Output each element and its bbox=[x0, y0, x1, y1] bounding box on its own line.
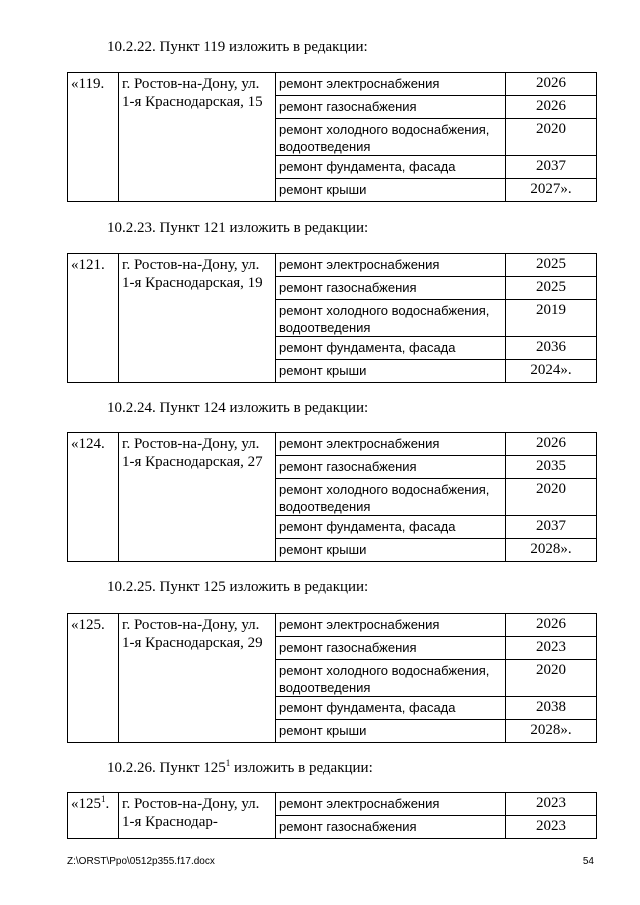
superscript: 1 bbox=[101, 794, 106, 804]
work-name: ремонт холодного водоснабжения, водоотведения bbox=[276, 300, 506, 337]
item-address: г. Ростов-на-Дону, ул. 1-я Краснодарская, 15 bbox=[119, 73, 276, 202]
work-year: 2019 bbox=[506, 300, 597, 337]
work-year: 2038 bbox=[506, 697, 597, 720]
amendment-table bbox=[67, 253, 597, 383]
work-year: 2023 bbox=[506, 816, 597, 839]
item-address: г. Ростов-на-Дону, ул. 1-я Краснодарская, 29 bbox=[119, 614, 276, 743]
work-year: 2026 bbox=[506, 96, 597, 119]
superscript: 1 bbox=[225, 758, 231, 768]
work-name: ремонт холодного водоснабжения, водоотведения bbox=[276, 660, 506, 697]
work-year: 2023 bbox=[506, 637, 597, 660]
work-year: 2023 bbox=[506, 793, 597, 816]
item-address: г. Ростов-на-Дону, ул. 1-я Краснодарская, 27 bbox=[119, 433, 276, 562]
work-name: ремонт газоснабжения bbox=[276, 637, 506, 660]
work-name: ремонт электроснабжения bbox=[276, 793, 506, 816]
work-name: ремонт фундамента, фасада bbox=[276, 516, 506, 539]
amendment-table bbox=[67, 792, 597, 839]
work-name: ремонт крыши bbox=[276, 360, 506, 383]
footer-file-path: Z:\ORST\Ppo\0512p355.f17.docx bbox=[67, 856, 215, 867]
work-name: ремонт холодного водоснабжения, водоотведения bbox=[276, 119, 506, 156]
work-name: ремонт газоснабжения bbox=[276, 96, 506, 119]
amendment-table bbox=[67, 432, 597, 562]
section-heading: 10.2.22. Пункт 119 изложить в редакции: bbox=[107, 39, 368, 55]
work-name: ремонт крыши bbox=[276, 539, 506, 562]
work-name: ремонт холодного водоснабжения, водоотведения bbox=[276, 479, 506, 516]
item-number: «124. bbox=[68, 433, 119, 562]
section-heading: 10.2.23. Пункт 121 изложить в редакции: bbox=[107, 220, 369, 236]
section-heading: 10.2.24. Пункт 124 изложить в редакции: bbox=[107, 400, 369, 416]
work-name: ремонт электроснабжения bbox=[276, 433, 506, 456]
work-year: 2020 bbox=[506, 119, 597, 156]
work-year: 2037 bbox=[506, 516, 597, 539]
work-name: ремонт крыши bbox=[276, 720, 506, 743]
work-year: 2020 bbox=[506, 660, 597, 697]
work-name: ремонт фундамента, фасада bbox=[276, 337, 506, 360]
amendment-table bbox=[67, 613, 597, 743]
work-name: ремонт газоснабжения bbox=[276, 277, 506, 300]
section-heading: 10.2.25. Пункт 125 изложить в редакции: bbox=[107, 579, 369, 595]
item-number: «121. bbox=[68, 254, 119, 383]
work-name: ремонт фундамента, фасада bbox=[276, 697, 506, 720]
work-year: 2035 bbox=[506, 456, 597, 479]
section-heading: 10.2.26. Пункт $125^1$ изложить в редакции: bbox=[107, 758, 373, 776]
work-year: 2026 bbox=[506, 614, 597, 637]
work-year: 2026 bbox=[506, 73, 597, 96]
work-year: 2028». bbox=[506, 720, 597, 743]
work-year: 2036 bbox=[506, 337, 597, 360]
work-year: 2025 bbox=[506, 277, 597, 300]
work-name: ремонт газоснабжения bbox=[276, 816, 506, 839]
work-year: 2027». bbox=[506, 179, 597, 202]
work-name: ремонт фундамента, фасада bbox=[276, 156, 506, 179]
item-number: «119. bbox=[68, 73, 119, 202]
item-number: «125. bbox=[68, 614, 119, 743]
work-year: 2037 bbox=[506, 156, 597, 179]
item-address: г. Ростов-на-Дону, ул. 1-я Краснодар- bbox=[119, 793, 276, 839]
work-name: ремонт электроснабжения bbox=[276, 254, 506, 277]
work-year: 2020 bbox=[506, 479, 597, 516]
amendment-table bbox=[67, 72, 597, 202]
work-name: ремонт крыши bbox=[276, 179, 506, 202]
work-name: ремонт газоснабжения bbox=[276, 456, 506, 479]
work-name: ремонт электроснабжения bbox=[276, 614, 506, 637]
item-address: г. Ростов-на-Дону, ул. 1-я Краснодарская, 19 bbox=[119, 254, 276, 383]
work-year: 2025 bbox=[506, 254, 597, 277]
work-year: 2028». bbox=[506, 539, 597, 562]
page-number: 54 bbox=[582, 856, 594, 867]
work-year: 2024». bbox=[506, 360, 597, 383]
work-name: ремонт электроснабжения bbox=[276, 73, 506, 96]
work-year: 2026 bbox=[506, 433, 597, 456]
item-number: «$125^1$. bbox=[68, 793, 119, 839]
